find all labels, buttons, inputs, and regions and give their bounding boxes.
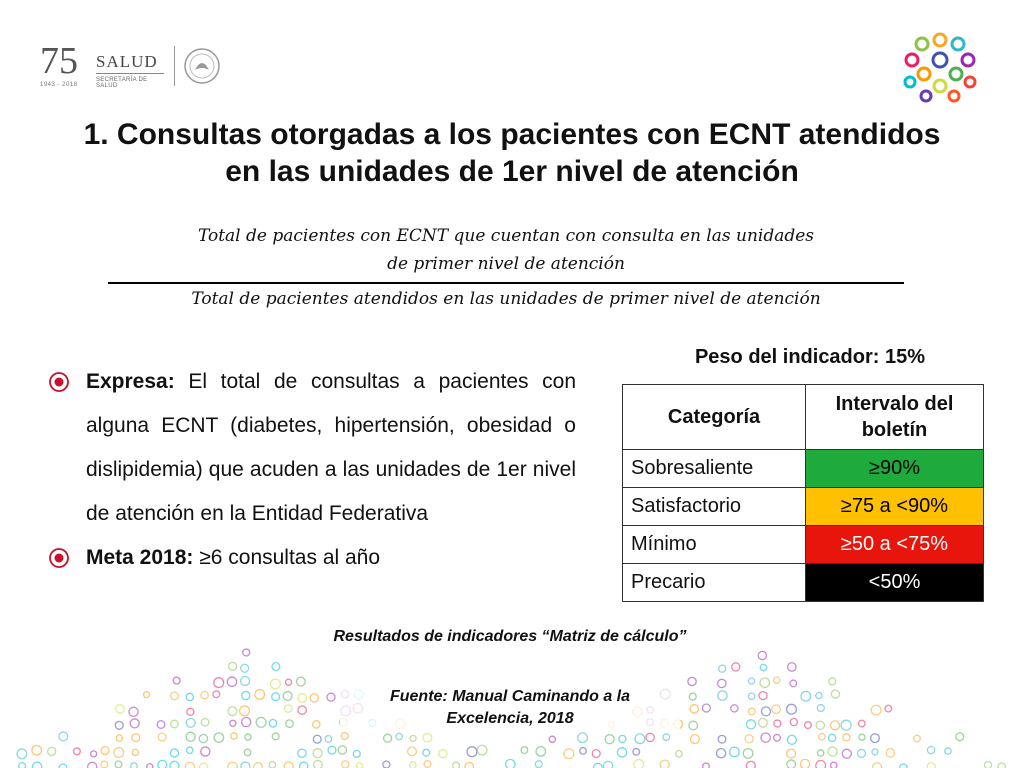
decor-ring <box>144 692 150 698</box>
formula <box>108 222 904 309</box>
decor-ring <box>858 720 865 727</box>
interval-cell: ≥50 a <75% <box>806 526 984 564</box>
decor-ring <box>171 692 179 700</box>
peso-value: : 15% <box>872 346 926 368</box>
decor-ring <box>243 649 250 656</box>
decor-ring <box>423 749 430 756</box>
decor-ring <box>227 677 236 686</box>
decor-ring <box>131 763 138 768</box>
decor-ring <box>998 763 1006 768</box>
decor-ring <box>353 750 360 757</box>
table-row <box>623 564 984 602</box>
decor-ring <box>32 745 42 755</box>
decor-ring <box>410 735 416 741</box>
decor-ring <box>255 690 265 700</box>
decor-ring <box>465 762 473 768</box>
decor-ring <box>384 734 392 742</box>
decor-ring <box>241 664 249 672</box>
decor-ring <box>356 763 362 768</box>
decor-ring <box>284 762 293 768</box>
decor-ring <box>32 762 41 768</box>
interval-cell: ≥90% <box>806 450 984 488</box>
decor-ring <box>201 691 208 698</box>
decor-ring <box>240 706 250 716</box>
decor-ring <box>241 762 250 768</box>
decor-ring <box>828 747 837 756</box>
decor-ring <box>759 718 768 727</box>
decor-ring <box>242 691 250 699</box>
decor-ring <box>186 693 193 700</box>
decor-ring <box>272 693 280 701</box>
table-row <box>623 450 984 488</box>
decor-ring <box>88 762 97 768</box>
decor-ring <box>298 749 306 757</box>
interval-cell: <50% <box>806 564 984 602</box>
decor-ring <box>214 678 224 688</box>
decor-ring <box>296 677 305 686</box>
decor-ring <box>477 745 487 755</box>
radio-bullet-icon <box>48 547 70 569</box>
decor-ring <box>819 733 825 739</box>
bullet-list <box>44 360 576 580</box>
decor-ring <box>201 747 210 756</box>
decor-ring <box>201 718 209 726</box>
decor-ring <box>790 680 797 687</box>
decor-ring <box>578 733 588 743</box>
decor-ring <box>634 759 644 768</box>
decor-ring <box>298 694 307 703</box>
decor-ring <box>229 662 237 670</box>
decor-ring <box>231 733 237 739</box>
decor-ring <box>829 734 836 741</box>
decor-ring <box>19 763 26 768</box>
decor-ring <box>592 750 600 758</box>
decor-ring <box>269 762 275 768</box>
fraction-bar <box>108 282 904 284</box>
decor-ring <box>749 708 756 715</box>
decor-ring <box>115 721 123 729</box>
decor-ring <box>228 707 237 716</box>
category-table <box>622 384 984 602</box>
decor-ring <box>660 760 669 768</box>
decor-ring <box>130 719 139 728</box>
decor-ring <box>732 663 740 671</box>
decor-ring <box>424 761 431 768</box>
decor-ring <box>186 732 195 741</box>
decor-ring <box>271 679 281 689</box>
decor-ring <box>760 678 769 687</box>
page-title <box>40 116 984 190</box>
decor-ring <box>787 735 796 744</box>
salud-logo <box>96 52 164 89</box>
decor-ring <box>453 762 460 768</box>
decor-ring <box>873 763 882 768</box>
decor-ring <box>132 749 138 755</box>
decor-ring <box>885 705 892 712</box>
title-line-2: en las unidades de 1er nivel de atención <box>225 155 799 188</box>
decor-ring <box>871 705 881 715</box>
decor-ring <box>284 705 292 713</box>
decor-ring <box>758 651 766 659</box>
decor-ring <box>187 708 194 715</box>
decor-ring <box>688 677 696 685</box>
decor-ring <box>535 761 542 768</box>
decor-ring <box>101 761 108 768</box>
decor-ring <box>129 707 138 716</box>
bullet-text: El total de consultas a pacientes con alguna ECNT (diabetes, hipertensión, obesidad o dislipidemia) que acuden a las unidades de 1er nivel de atención en la Entidad Federativa <box>86 370 576 525</box>
decor-ring <box>841 720 851 730</box>
decor-ring <box>536 747 546 757</box>
decor-ring <box>801 691 811 701</box>
decor-ring <box>927 763 935 768</box>
decor-ring <box>749 678 755 684</box>
logo-75-anos <box>40 42 90 92</box>
decor-ring <box>313 721 320 728</box>
salud-label: SALUD <box>96 52 164 74</box>
decor-ring <box>857 749 865 757</box>
decor-ring <box>409 762 416 768</box>
decor-ring <box>914 735 921 742</box>
decor-ring <box>718 691 727 700</box>
decor-ring <box>759 692 767 700</box>
decor-ring <box>506 759 516 768</box>
numerator-line-1: Total de pacientes con ECNT que cuentan con consulta en las unidades <box>197 226 815 246</box>
decor-ring <box>748 693 754 699</box>
header-categoria: Categoría <box>623 385 806 450</box>
logo-years: 1943 - 2018 <box>40 82 78 88</box>
decor-ring <box>719 665 726 672</box>
decor-ring <box>859 734 865 740</box>
formula-denominator: Total de pacientes atendidos en las unidades de primer nivel de atención <box>191 288 821 309</box>
category-cell: Sobresaliente <box>623 450 806 488</box>
decor-ring <box>59 732 68 741</box>
interval-cell: ≥75 a <90% <box>806 488 984 526</box>
decor-ring <box>300 762 308 768</box>
decor-ring <box>886 749 894 757</box>
table-header-row <box>623 385 984 450</box>
decor-ring <box>549 736 555 742</box>
decor-ring <box>900 764 908 768</box>
decor-ring <box>254 763 263 768</box>
decor-ring <box>842 749 851 758</box>
decor-ring <box>788 663 796 671</box>
decor-ring <box>663 734 670 741</box>
peso-indicador <box>640 346 980 369</box>
decor-ring <box>689 721 698 730</box>
decor-ring <box>298 706 306 714</box>
decor-ring <box>310 694 318 702</box>
decor-ring <box>313 749 322 758</box>
decor-ring <box>816 761 826 768</box>
decor-ring <box>730 747 740 757</box>
bullet-text: ≥6 consultas al año <box>193 546 381 569</box>
decor-ring <box>817 750 823 756</box>
decor-ring <box>147 764 153 768</box>
resultados-caption: Resultados de indicadores “Matriz de cálculo” <box>333 628 687 645</box>
decor-ring <box>830 762 836 768</box>
decor-ring <box>185 762 194 768</box>
category-cell: Precario <box>623 564 806 602</box>
decor-ring <box>871 734 880 743</box>
decor-ring <box>746 720 755 729</box>
table-row <box>623 488 984 526</box>
decor-ring <box>760 664 766 670</box>
decor-ring <box>761 707 770 716</box>
decor-ring <box>872 749 878 755</box>
bullet-label: Meta 2018: <box>86 546 194 569</box>
decor-ring <box>831 690 839 698</box>
decor-ring <box>242 717 251 726</box>
decor-ring <box>593 763 602 768</box>
decor-ring <box>945 748 951 754</box>
decor-ring <box>272 733 279 740</box>
decor-ring <box>774 734 781 741</box>
decor-ring <box>342 761 349 768</box>
category-cell: Mínimo <box>623 526 806 564</box>
decor-ring <box>633 749 640 756</box>
decor-ring <box>829 678 836 685</box>
decor-ring <box>383 761 390 768</box>
decor-ring <box>564 749 574 759</box>
decor-ring <box>114 748 124 758</box>
decor-ring <box>927 746 934 753</box>
decor-ring <box>313 735 321 743</box>
fuente-line-2: Excelencia, 2018 <box>446 710 574 727</box>
coat-of-arms-icon <box>182 46 222 86</box>
logo-number: 75 <box>40 40 78 82</box>
decor-ring <box>521 747 528 754</box>
decor-ring <box>816 721 824 729</box>
decor-ring <box>200 763 208 768</box>
decor-ring <box>439 750 447 758</box>
decor-ring <box>213 691 220 698</box>
decor-ring <box>408 747 417 756</box>
decor-ring <box>617 748 626 757</box>
decor-ring <box>91 751 97 757</box>
decor-ring <box>580 748 587 755</box>
decor-ring <box>244 749 251 756</box>
decor-ring <box>170 761 179 768</box>
decor-ring <box>772 705 780 713</box>
decor-ring <box>48 747 56 755</box>
decor-ring <box>800 759 809 768</box>
decor-ring <box>214 733 223 742</box>
decor-ring <box>619 735 626 742</box>
decor-ring <box>774 720 781 727</box>
fuente-line-1: Fuente: Manual Caminando a la <box>389 688 631 705</box>
decor-ring <box>116 705 125 714</box>
decor-ring <box>283 692 292 701</box>
decor-ring <box>787 749 796 758</box>
decor-ring <box>985 762 992 768</box>
decor-ring <box>256 717 266 727</box>
decor-ring <box>423 733 432 742</box>
decor-ring <box>199 734 207 742</box>
decor-ring <box>716 749 725 758</box>
decor-ring <box>116 735 122 741</box>
title-line-1: 1. Consultas otorgadas a los pacientes con ECNT atendidos <box>83 118 941 151</box>
decor-ring <box>286 720 294 728</box>
fuente-caption <box>340 686 680 730</box>
secretaria-label: SECRETARÍA DE SALUD <box>96 77 148 89</box>
numerator-line-2: de primer nivel de atención <box>387 254 625 274</box>
bullet-expresa <box>44 360 576 536</box>
decor-ring <box>59 764 67 768</box>
decor-ring <box>286 679 292 685</box>
decor-ring <box>272 663 280 671</box>
decor-ring <box>328 746 336 754</box>
decor-ring <box>690 735 699 744</box>
decor-ring <box>158 760 167 768</box>
decor-ring <box>843 734 850 741</box>
decor-ring <box>396 733 402 739</box>
decor-ring <box>132 734 140 742</box>
decor-ring <box>787 760 796 768</box>
decor-ring <box>186 718 195 727</box>
decor-ring <box>228 762 238 768</box>
decor-ring <box>173 677 180 684</box>
table-row <box>623 526 984 564</box>
decor-ring <box>718 679 726 687</box>
decor-ring <box>816 692 822 698</box>
decor-ring <box>745 735 753 743</box>
decor-ring <box>101 747 109 755</box>
decor-ring <box>689 693 696 700</box>
peso-label: Peso del indicador <box>694 346 873 368</box>
decor-ring <box>703 763 710 768</box>
decor-ring <box>718 735 726 743</box>
decor-ring <box>805 722 812 729</box>
decor-ring <box>341 733 348 740</box>
decor-ring <box>245 734 251 740</box>
decor-ring <box>702 704 710 712</box>
decor-ring <box>605 735 614 744</box>
rings-logo-icon <box>900 30 980 106</box>
decor-ring <box>241 676 250 685</box>
decor-ring <box>158 733 166 741</box>
decor-ring <box>157 721 165 729</box>
bullet-meta <box>44 536 576 580</box>
decor-ring <box>230 720 236 726</box>
decor-ring <box>325 736 332 743</box>
decor-ring <box>327 693 335 701</box>
decor-ring <box>787 704 797 714</box>
decor-ring <box>746 761 755 768</box>
decor-ring <box>467 747 477 757</box>
decor-ring <box>187 747 193 753</box>
decor-ring <box>761 733 770 742</box>
header-intervalo: Intervalo del boletín <box>806 385 984 450</box>
decor-ring <box>956 733 964 741</box>
decor-ring <box>17 749 27 759</box>
logo-divider <box>174 46 175 86</box>
decor-ring <box>690 705 698 713</box>
decor-ring <box>603 761 612 768</box>
decor-ring <box>171 720 179 728</box>
decor-ring <box>817 705 824 712</box>
decor-ring <box>635 734 645 744</box>
bullet-label: Expresa: <box>86 370 175 393</box>
decor-ring <box>743 749 753 759</box>
decor-ring <box>314 760 323 768</box>
decor-ring <box>338 746 346 754</box>
decor-ring <box>731 705 738 712</box>
decor-ring <box>115 761 122 768</box>
decor-ring <box>676 750 683 757</box>
decor-ring <box>170 749 178 757</box>
decor-ring <box>790 718 797 725</box>
radio-bullet-icon <box>48 371 70 393</box>
decor-ring <box>74 748 81 755</box>
category-cell: Satisfactorio <box>623 488 806 526</box>
formula-numerator <box>108 222 904 278</box>
decor-ring <box>646 733 654 741</box>
decor-ring <box>774 677 780 683</box>
decor-ring <box>269 719 277 727</box>
decor-ring <box>831 721 840 730</box>
